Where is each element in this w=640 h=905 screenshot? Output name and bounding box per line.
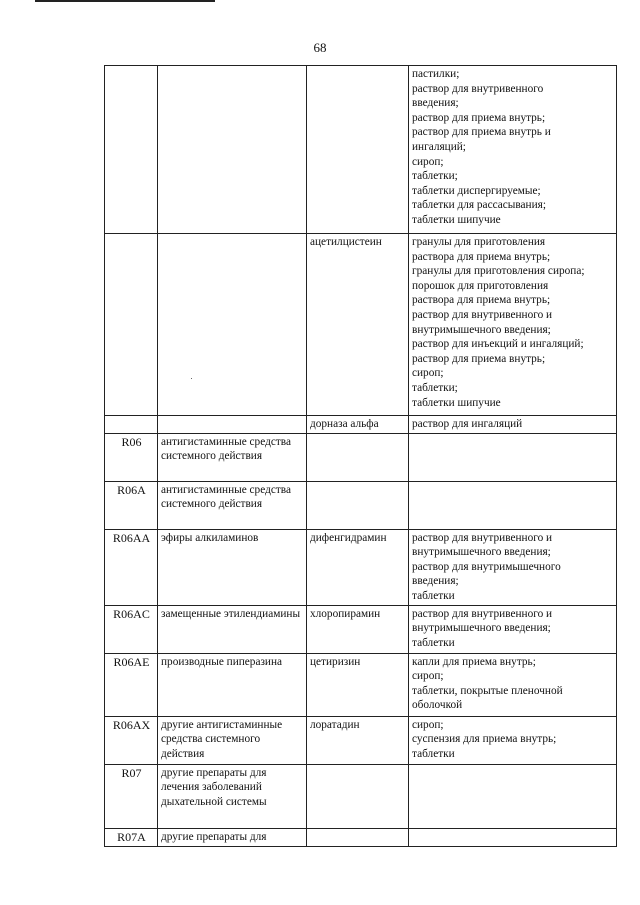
dosage-form-line: раствор для внутривенного и (412, 607, 553, 620)
atc-code-cell: R07A (105, 828, 158, 846)
table-row (105, 764, 617, 828)
dosage-form-line: внутримышечного введения; (412, 323, 551, 336)
dosage-forms-cell (409, 716, 617, 764)
dosage-forms-cell (409, 234, 617, 416)
dosage-form-line: пастилки; (412, 68, 460, 80)
dosage-forms-cell (409, 433, 617, 481)
table-row (105, 605, 617, 653)
dosage-form-line: таблетки (412, 589, 455, 602)
dosage-form-line: гранулы для приготовления (412, 236, 546, 248)
dosage-form-line: таблетки шипучие (412, 213, 501, 226)
table-row (105, 433, 617, 481)
group-name-cell (158, 416, 307, 434)
atc-code-cell (105, 234, 158, 416)
table-row (105, 828, 617, 846)
dosage-form-line: раствор для ингаляций (412, 418, 523, 430)
dosage-form-line: таблетки, покрытые пленочной (412, 684, 563, 697)
atc-code-cell: R06A (105, 481, 158, 529)
atc-code-cell: R07 (105, 764, 158, 828)
group-name-cell: эфиры алкиламинов (158, 529, 307, 605)
atc-code-cell: R06AA (105, 529, 158, 605)
dosage-form-line: гранулы для приготовления сиропа; (412, 265, 585, 278)
atc-code-cell: R06 (105, 433, 158, 481)
group-name-cell (158, 234, 307, 416)
dosage-form-line: введения; (412, 575, 459, 588)
dosage-form-line: суспензия для приема внутрь; (412, 733, 557, 746)
table-row (105, 716, 617, 764)
dosage-form-line: ингаляций; (412, 140, 466, 153)
dosage-form-line: сироп; (412, 718, 444, 731)
table-row (105, 529, 617, 605)
dosage-form-line: сироп; (412, 367, 444, 380)
table-row (105, 234, 617, 416)
dosage-form-line: раствора для приема внутрь; (412, 250, 551, 263)
dosage-form-line: раствор для внутривенного (412, 82, 544, 95)
page-number: 68 (313, 40, 327, 55)
dosage-form-line: внутримышечного введения; (412, 546, 551, 559)
group-name-cell: другие антигистаминные средства системного действия (158, 716, 307, 764)
dosage-forms-cell (409, 828, 617, 846)
dosage-forms-cell (409, 416, 617, 434)
table-row (105, 481, 617, 529)
group-name-cell: производные пиперазина (158, 653, 307, 716)
dosage-form-line: раствор для приема внутрь и (412, 126, 551, 139)
group-name-cell: замещенные этилендиамины (158, 605, 307, 653)
dosage-form-line: капли для приема внутрь; (412, 655, 536, 668)
atc-code-cell (105, 416, 158, 434)
table-row (105, 416, 617, 434)
dosage-forms-cell (409, 529, 617, 605)
dosage-form-line: таблетки (412, 747, 455, 760)
dosage-forms-cell (409, 653, 617, 716)
dosage-form-line: таблетки; (412, 381, 458, 394)
dosage-form-line: раствор для внутривенного и (412, 308, 553, 321)
drug-name-cell (307, 66, 409, 234)
dosage-form-line: введения; (412, 97, 459, 110)
drug-name-cell (307, 481, 409, 529)
dosage-form-line: таблетки; (412, 170, 458, 183)
dosage-form-line: раствора для приема внутрь; (412, 294, 551, 307)
top-rule (35, 0, 215, 2)
dosage-form-line: оболочкой (412, 699, 463, 712)
dosage-form-line: внутримышечного введения; (412, 622, 551, 635)
drug-name-cell: хлоропирамин (307, 605, 409, 653)
drug-name-cell: цетиризин (307, 653, 409, 716)
group-name-cell: антигистаминные средства системного действия (158, 433, 307, 481)
drug-name-cell (307, 433, 409, 481)
group-name-cell: антигистаминные средства системного действия (158, 481, 307, 529)
drug-name-cell: дифенгидрамин (307, 529, 409, 605)
atc-code-cell (105, 66, 158, 234)
dosage-forms-cell (409, 605, 617, 653)
drug-name-cell (307, 764, 409, 828)
table-row (105, 66, 617, 234)
atc-code-cell: R06AC (105, 605, 158, 653)
dosage-forms-cell (409, 764, 617, 828)
dosage-form-line: сироп; (412, 155, 444, 168)
dosage-form-line: раствор для приема внутрь; (412, 352, 546, 365)
atc-code-cell: R06AE (105, 653, 158, 716)
dosage-forms-cell (409, 66, 617, 234)
dosage-form-line: раствор для внутривенного и (412, 531, 553, 544)
drug-name-cell (307, 828, 409, 846)
atc-code-cell: R06AX (105, 716, 158, 764)
dosage-form-line: таблетки для рассасывания; (412, 199, 546, 212)
dosage-form-line: таблетки (412, 636, 455, 649)
dosage-forms-cell (409, 481, 617, 529)
dosage-form-line: раствор для инъекций и ингаляций; (412, 338, 584, 351)
scan-speck (191, 378, 192, 379)
group-name-cell: другие препараты для лечения заболеваний дыхательной системы (158, 764, 307, 828)
dosage-form-line: порошок для приготовления (412, 279, 549, 292)
drug-name-cell: лоратадин (307, 716, 409, 764)
dosage-form-line: раствор для приема внутрь; (412, 111, 546, 124)
dosage-form-line: сироп; (412, 670, 444, 683)
dosage-form-line: раствор для внутримышечного (412, 560, 561, 573)
dosage-form-line: таблетки диспергируемые; (412, 184, 541, 197)
group-name-cell: другие препараты для (158, 828, 307, 846)
drug-name-cell: дорназа альфа (307, 416, 409, 434)
dosage-form-line: таблетки шипучие (412, 396, 501, 409)
medicines-table (104, 65, 617, 847)
table-row (105, 653, 617, 716)
group-name-cell (158, 66, 307, 234)
drug-name-cell: ацетилцистеин (307, 234, 409, 416)
